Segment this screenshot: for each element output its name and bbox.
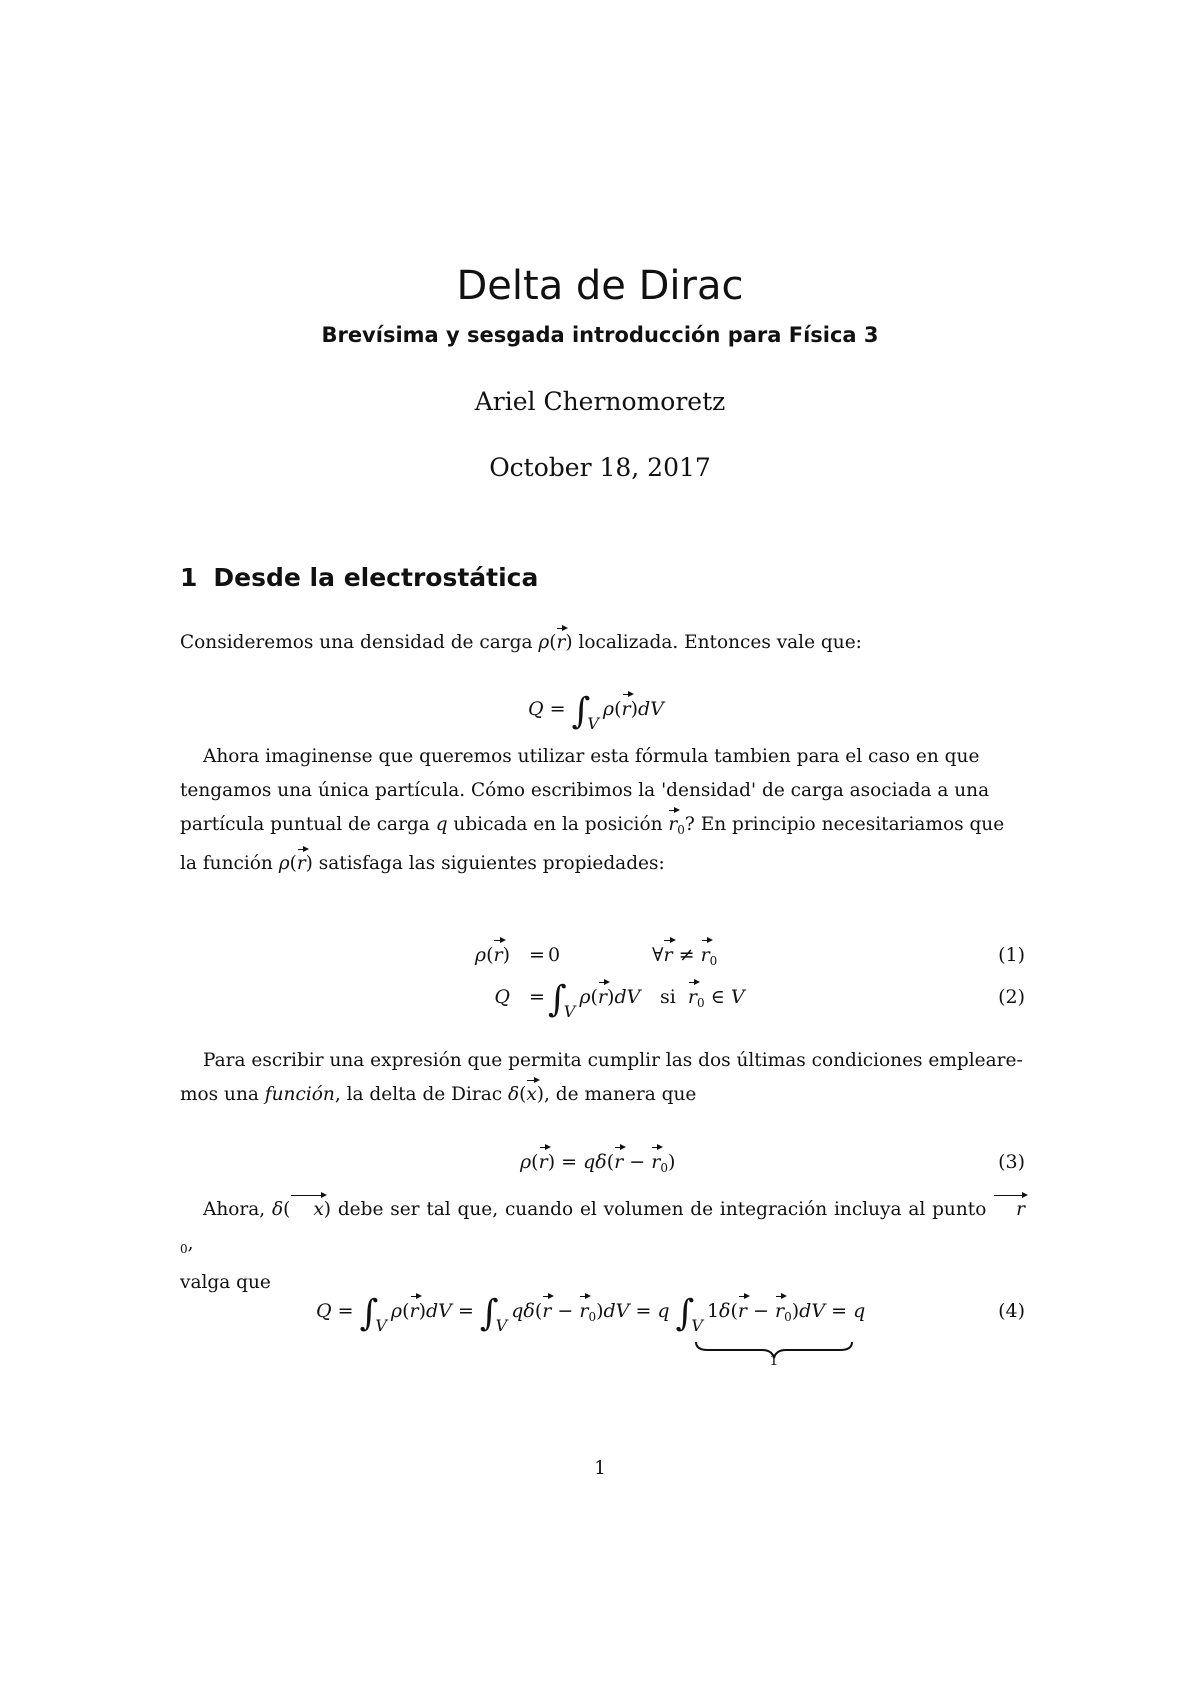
document-title: Delta de Dirac [456,263,744,309]
eq2-lhs: Q [494,986,510,1008]
paragraph-4-line-1: Ahora, δ( x) debe ser tal que, cuando el volumen de integración incluya al punto $r_0$, [180,1193,1025,1266]
page-number: 1 [594,1458,606,1479]
paragraph-2-line-4: la función ρ(r) satisfaga las siguientes propiedades: [180,847,1025,881]
eq3-expression: $\rho(r) = q\delta(r - r_0)$ [520,1145,675,1185]
document-author: Ariel Chernomoretz [474,387,726,416]
paragraph-3-line-2: mos una función, la delta de Dirac δ(x), de manera que [180,1078,1025,1112]
paragraph-3 [180,1044,1025,1112]
paragraph-2-line-2: tengamos una única partícula. Cómo escribimos la 'densidad' de carga asociada a una [180,780,990,801]
eq2-equals: = [529,986,545,1008]
paragraph-3-line-1: Para escribir una expresión que permita cumplir las dos últimas condiciones empleare- [203,1050,1023,1071]
eq1-rhs: 0 [548,944,561,966]
section-heading [180,560,538,596]
paragraph-2-line-3: partícula puntual de carga q ubicada en la posición $r_0$? En principio necesitariamos que [180,808,1025,847]
document-subtitle: Brevísima y sesgada introducción para Física 3 [321,323,879,347]
underbrace-label: 1 [769,1353,779,1369]
eq1-equals: = [529,944,545,966]
paragraph-2 [180,740,1025,881]
paragraph-1 [180,626,1025,660]
paragraph-2-line-1: Ahora imaginense que queremos utilizar esta fórmula tambien para el caso en que [203,746,980,767]
eq1-number: (1) [998,944,1025,966]
eq3-number: (3) [998,1151,1025,1173]
eq2-number: (2) [998,986,1025,1008]
paragraph-4 [180,1193,1025,1300]
section-title: Desde la electrostática [213,563,539,592]
eq2-condition: si $r_0$ ∈ V [660,980,745,1020]
eq2-si-label: si [660,986,676,1008]
eq1-condition: ∀r ≠ $r_0$ [652,938,717,978]
eq4-expression: $Q = \int_V\rho(r)dV = \int_Vq\delta(r - r_0)dV = q$ $\int_V1\delta(r - r_0)dV = q$ [316,1293,866,1335]
eq1-lhs: ρ(r) [450,938,510,972]
section-number: 1 [180,563,198,592]
paragraph-4-line-2: valga que [180,1272,271,1293]
paragraph-1-text-a: Consideremos una densidad de carga [180,632,539,653]
charge-integral-equation: $Q = \int_V\rho(r)dV$ [528,691,664,733]
document-date: October 18, 2017 [489,453,711,482]
paragraph-1-text-b: localizada. Entonces vale que: [572,632,862,653]
rho-r-expression: ρ(r) [538,632,572,653]
eq2-rhs: $\int_V\rho(r)dV$ [548,979,641,1021]
eq4-number: (4) [998,1300,1025,1322]
